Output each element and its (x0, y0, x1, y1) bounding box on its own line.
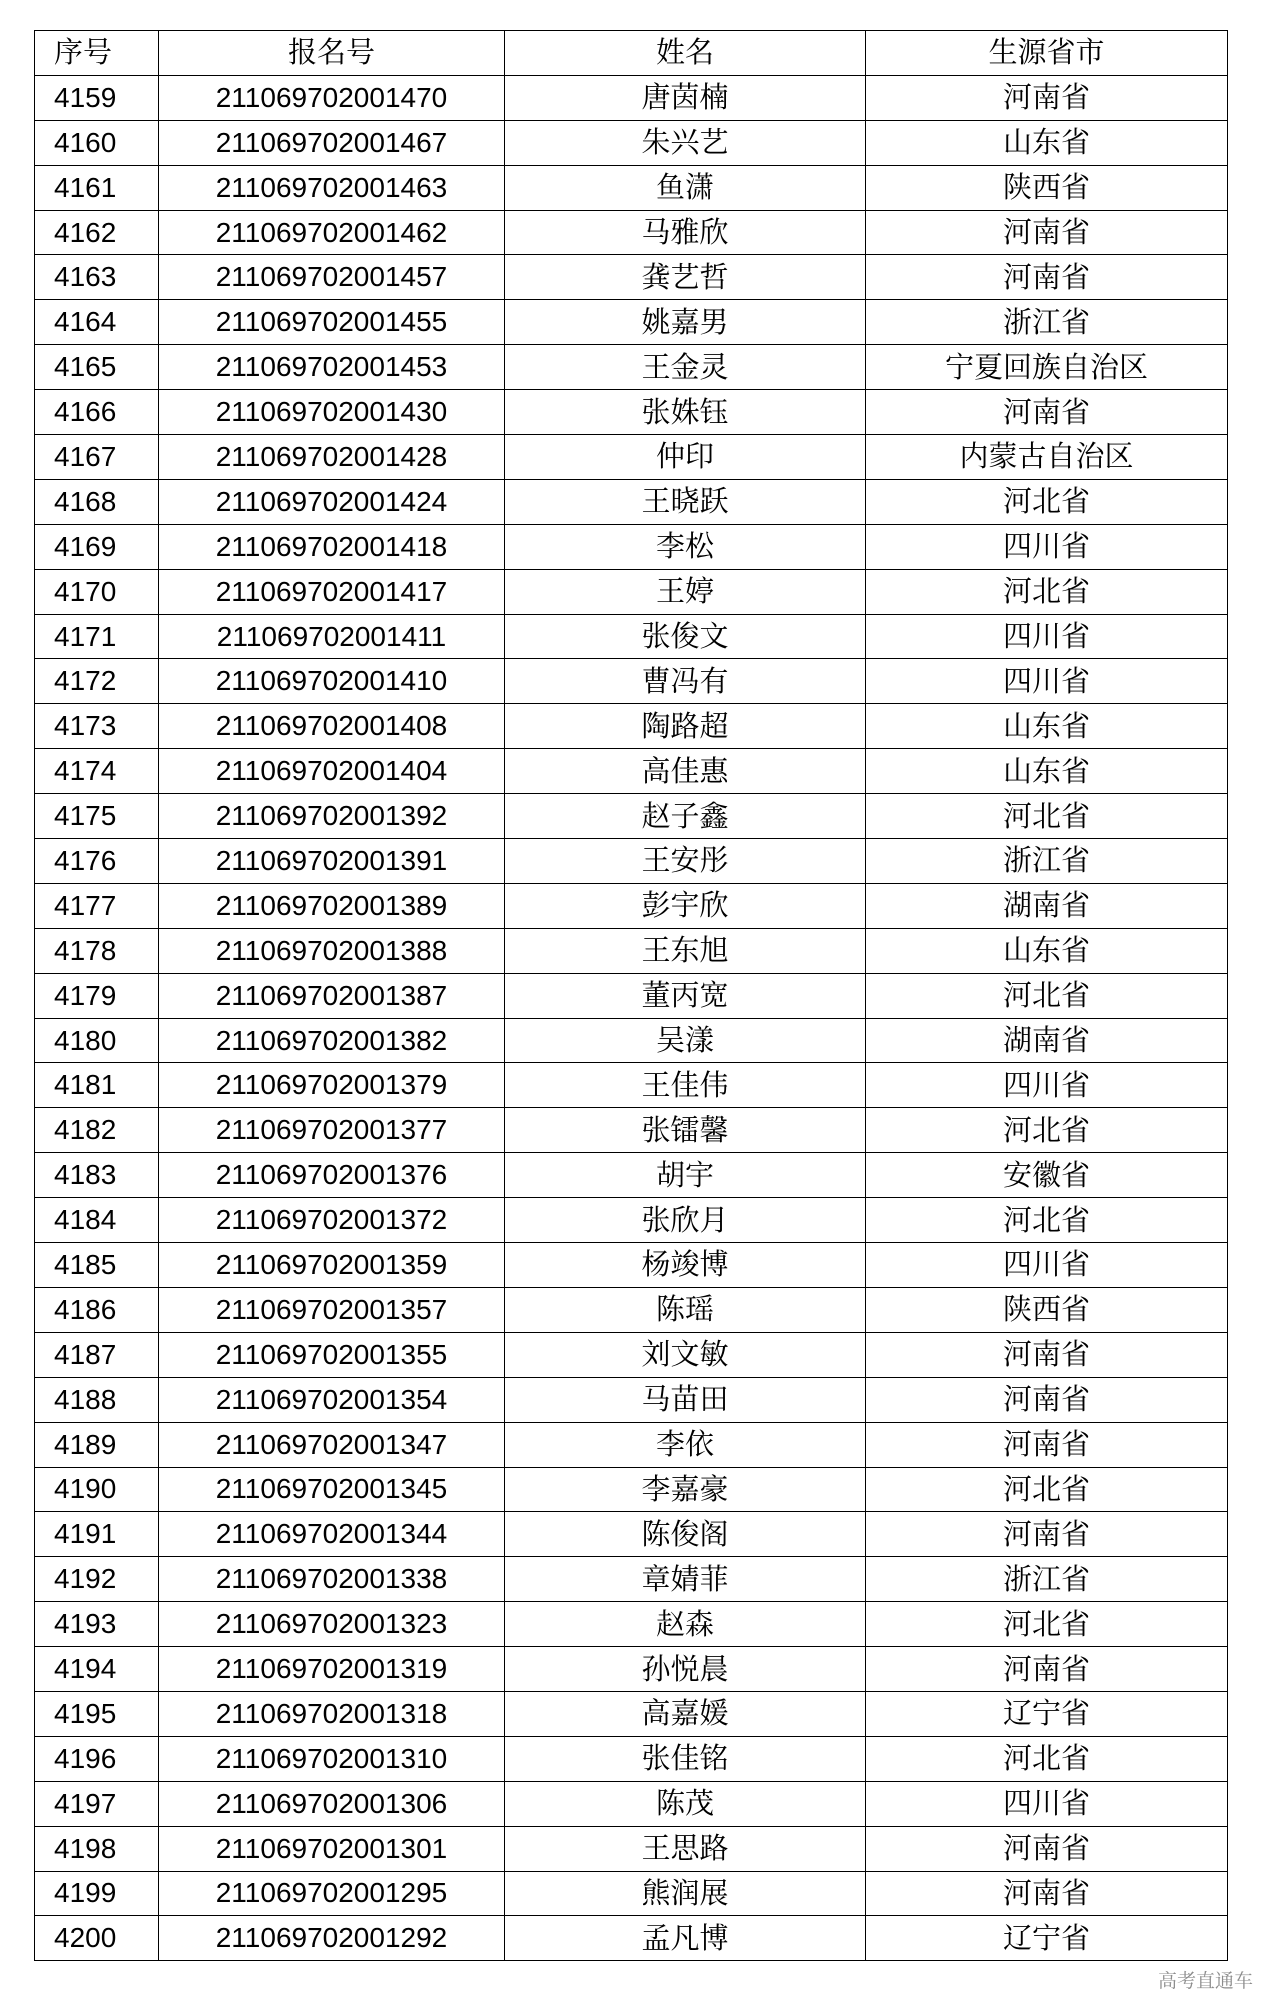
header-name: 姓名 (505, 31, 866, 76)
cell-name: 孟凡博 (505, 1916, 866, 1961)
cell-seq: 4177 (35, 883, 159, 928)
cell-name: 杨竣博 (505, 1243, 866, 1288)
cell-province: 山东省 (866, 928, 1228, 973)
cell-name: 吴漾 (505, 1018, 866, 1063)
cell-seq: 4167 (35, 435, 159, 480)
header-registration-number: 报名号 (159, 31, 505, 76)
cell-seq: 4160 (35, 120, 159, 165)
table-row (35, 704, 1228, 749)
table-row (35, 883, 1228, 928)
cell-name: 仲印 (505, 435, 866, 480)
cell-province: 河北省 (866, 1602, 1228, 1647)
cell-name: 陈茂 (505, 1781, 866, 1826)
cell-registration-number: 211069702001323 (159, 1602, 505, 1647)
cell-name: 王安彤 (505, 839, 866, 884)
table-row (35, 1063, 1228, 1108)
cell-registration-number: 211069702001387 (159, 973, 505, 1018)
cell-name: 赵森 (505, 1602, 866, 1647)
cell-seq: 4182 (35, 1108, 159, 1153)
cell-name: 王金灵 (505, 345, 866, 390)
cell-province: 浙江省 (866, 300, 1228, 345)
cell-name: 陈俊阁 (505, 1512, 866, 1557)
cell-seq: 4169 (35, 524, 159, 569)
cell-registration-number: 211069702001372 (159, 1198, 505, 1243)
table-row (35, 659, 1228, 704)
cell-province: 河南省 (866, 255, 1228, 300)
cell-registration-number: 211069702001389 (159, 883, 505, 928)
cell-province: 辽宁省 (866, 1691, 1228, 1736)
cell-name: 刘文敏 (505, 1332, 866, 1377)
cell-seq: 4162 (35, 210, 159, 255)
cell-province: 安徽省 (866, 1153, 1228, 1198)
cell-name: 龚艺哲 (505, 255, 866, 300)
table-row (35, 1198, 1228, 1243)
cell-province: 四川省 (866, 659, 1228, 704)
table-row (35, 75, 1228, 120)
cell-registration-number: 211069702001410 (159, 659, 505, 704)
cell-name: 曹冯有 (505, 659, 866, 704)
cell-seq: 4195 (35, 1691, 159, 1736)
cell-name: 王婷 (505, 569, 866, 614)
cell-name: 高嘉媛 (505, 1691, 866, 1736)
cell-province: 河南省 (866, 1647, 1228, 1692)
cell-registration-number: 211069702001295 (159, 1871, 505, 1916)
cell-registration-number: 211069702001347 (159, 1422, 505, 1467)
cell-province: 浙江省 (866, 839, 1228, 884)
table-row (35, 1736, 1228, 1781)
cell-name: 张姝钰 (505, 390, 866, 435)
table-row (35, 569, 1228, 614)
cell-name: 马雅欣 (505, 210, 866, 255)
cell-province: 浙江省 (866, 1557, 1228, 1602)
cell-seq: 4197 (35, 1781, 159, 1826)
cell-registration-number: 211069702001467 (159, 120, 505, 165)
cell-province: 河北省 (866, 973, 1228, 1018)
cell-province: 河南省 (866, 75, 1228, 120)
table-row (35, 1557, 1228, 1602)
cell-seq: 4192 (35, 1557, 159, 1602)
table-body (35, 75, 1228, 1960)
table-row (35, 1153, 1228, 1198)
cell-seq: 4159 (35, 75, 159, 120)
cell-name: 姚嘉男 (505, 300, 866, 345)
cell-province: 山东省 (866, 120, 1228, 165)
cell-province: 河北省 (866, 1198, 1228, 1243)
cell-name: 高佳惠 (505, 749, 866, 794)
cell-seq: 4196 (35, 1736, 159, 1781)
cell-province: 河南省 (866, 210, 1228, 255)
cell-registration-number: 211069702001292 (159, 1916, 505, 1961)
table-row (35, 255, 1228, 300)
cell-seq: 4172 (35, 659, 159, 704)
cell-seq: 4170 (35, 569, 159, 614)
cell-registration-number: 211069702001453 (159, 345, 505, 390)
cell-name: 张佳铭 (505, 1736, 866, 1781)
table-row (35, 390, 1228, 435)
cell-name: 孙悦晨 (505, 1647, 866, 1692)
cell-registration-number: 211069702001391 (159, 839, 505, 884)
cell-province: 河南省 (866, 1512, 1228, 1557)
table-row (35, 524, 1228, 569)
cell-seq: 4198 (35, 1826, 159, 1871)
cell-province: 河北省 (866, 479, 1228, 524)
cell-name: 鱼潇 (505, 165, 866, 210)
header-seq: 序号 (35, 31, 159, 76)
cell-name: 陈瑶 (505, 1287, 866, 1332)
table-row (35, 1243, 1228, 1288)
cell-registration-number: 211069702001376 (159, 1153, 505, 1198)
cell-registration-number: 211069702001392 (159, 794, 505, 839)
cell-registration-number: 211069702001359 (159, 1243, 505, 1288)
cell-name: 胡宇 (505, 1153, 866, 1198)
cell-registration-number: 211069702001344 (159, 1512, 505, 1557)
cell-province: 四川省 (866, 614, 1228, 659)
cell-province: 河南省 (866, 1422, 1228, 1467)
cell-name: 赵子鑫 (505, 794, 866, 839)
table-row (35, 120, 1228, 165)
cell-province: 河南省 (866, 390, 1228, 435)
table-row (35, 1377, 1228, 1422)
table-row (35, 1467, 1228, 1512)
cell-seq: 4200 (35, 1916, 159, 1961)
cell-province: 山东省 (866, 704, 1228, 749)
table-header (35, 31, 1228, 76)
table-row (35, 435, 1228, 480)
table-row (35, 1602, 1228, 1647)
cell-registration-number: 211069702001463 (159, 165, 505, 210)
cell-name: 王佳伟 (505, 1063, 866, 1108)
cell-province: 宁夏回族自治区 (866, 345, 1228, 390)
table-row (35, 839, 1228, 884)
table-row (35, 614, 1228, 659)
cell-seq: 4186 (35, 1287, 159, 1332)
table-row (35, 1647, 1228, 1692)
cell-name: 李嘉豪 (505, 1467, 866, 1512)
cell-province: 山东省 (866, 749, 1228, 794)
table-row (35, 1781, 1228, 1826)
table-row (35, 749, 1228, 794)
cell-seq: 4164 (35, 300, 159, 345)
cell-seq: 4178 (35, 928, 159, 973)
cell-name: 唐茵楠 (505, 75, 866, 120)
cell-registration-number: 211069702001428 (159, 435, 505, 480)
cell-registration-number: 211069702001306 (159, 1781, 505, 1826)
admission-roster-table (34, 30, 1228, 1961)
cell-seq: 4163 (35, 255, 159, 300)
cell-province: 河南省 (866, 1377, 1228, 1422)
table-row (35, 210, 1228, 255)
cell-name: 张镭馨 (505, 1108, 866, 1153)
cell-registration-number: 211069702001470 (159, 75, 505, 120)
cell-registration-number: 211069702001338 (159, 1557, 505, 1602)
cell-name: 王东旭 (505, 928, 866, 973)
table-row (35, 973, 1228, 1018)
table-row (35, 345, 1228, 390)
cell-registration-number: 211069702001318 (159, 1691, 505, 1736)
cell-province: 河南省 (866, 1826, 1228, 1871)
cell-registration-number: 211069702001382 (159, 1018, 505, 1063)
cell-registration-number: 211069702001345 (159, 1467, 505, 1512)
cell-name: 董丙宽 (505, 973, 866, 1018)
cell-registration-number: 211069702001455 (159, 300, 505, 345)
cell-province: 河北省 (866, 1467, 1228, 1512)
cell-province: 四川省 (866, 1063, 1228, 1108)
cell-province: 河北省 (866, 569, 1228, 614)
cell-registration-number: 211069702001462 (159, 210, 505, 255)
cell-seq: 4181 (35, 1063, 159, 1108)
cell-province: 辽宁省 (866, 1916, 1228, 1961)
cell-province: 内蒙古自治区 (866, 435, 1228, 480)
cell-registration-number: 211069702001411 (159, 614, 505, 659)
watermark-text: 高考直通车 (1157, 1970, 1253, 1992)
cell-registration-number: 211069702001377 (159, 1108, 505, 1153)
cell-seq: 4180 (35, 1018, 159, 1063)
cell-seq: 4176 (35, 839, 159, 884)
cell-registration-number: 211069702001418 (159, 524, 505, 569)
table-row (35, 300, 1228, 345)
cell-registration-number: 211069702001319 (159, 1647, 505, 1692)
cell-name: 张欣月 (505, 1198, 866, 1243)
cell-registration-number: 211069702001355 (159, 1332, 505, 1377)
table-row (35, 479, 1228, 524)
cell-province: 湖南省 (866, 883, 1228, 928)
cell-seq: 4171 (35, 614, 159, 659)
cell-registration-number: 211069702001379 (159, 1063, 505, 1108)
cell-seq: 4190 (35, 1467, 159, 1512)
cell-province: 河北省 (866, 1736, 1228, 1781)
cell-seq: 4165 (35, 345, 159, 390)
cell-province: 四川省 (866, 524, 1228, 569)
cell-province: 湖南省 (866, 1018, 1228, 1063)
cell-registration-number: 211069702001357 (159, 1287, 505, 1332)
header-province: 生源省市 (866, 31, 1228, 76)
cell-province: 四川省 (866, 1243, 1228, 1288)
cell-name: 朱兴艺 (505, 120, 866, 165)
cell-name: 王晓跃 (505, 479, 866, 524)
table-row (35, 1512, 1228, 1557)
cell-seq: 4161 (35, 165, 159, 210)
cell-province: 四川省 (866, 1781, 1228, 1826)
cell-name: 章婧菲 (505, 1557, 866, 1602)
table-row (35, 1422, 1228, 1467)
cell-registration-number: 211069702001301 (159, 1826, 505, 1871)
cell-seq: 4193 (35, 1602, 159, 1647)
cell-name: 马苗田 (505, 1377, 866, 1422)
table-row (35, 1287, 1228, 1332)
cell-seq: 4187 (35, 1332, 159, 1377)
cell-registration-number: 211069702001424 (159, 479, 505, 524)
cell-registration-number: 211069702001417 (159, 569, 505, 614)
cell-seq: 4184 (35, 1198, 159, 1243)
table-row (35, 1108, 1228, 1153)
cell-registration-number: 211069702001408 (159, 704, 505, 749)
cell-province: 陕西省 (866, 1287, 1228, 1332)
table-row (35, 1916, 1228, 1961)
cell-seq: 4179 (35, 973, 159, 1018)
table-row (35, 1691, 1228, 1736)
cell-name: 熊润展 (505, 1871, 866, 1916)
cell-seq: 4199 (35, 1871, 159, 1916)
cell-name: 李松 (505, 524, 866, 569)
cell-seq: 4174 (35, 749, 159, 794)
cell-seq: 4189 (35, 1422, 159, 1467)
cell-name: 彭宇欣 (505, 883, 866, 928)
cell-name: 王思路 (505, 1826, 866, 1871)
cell-name: 李依 (505, 1422, 866, 1467)
cell-seq: 4185 (35, 1243, 159, 1288)
cell-seq: 4168 (35, 479, 159, 524)
cell-province: 河北省 (866, 1108, 1228, 1153)
table-row (35, 165, 1228, 210)
cell-registration-number: 211069702001388 (159, 928, 505, 973)
cell-province: 河南省 (866, 1332, 1228, 1377)
cell-seq: 4175 (35, 794, 159, 839)
cell-seq: 4191 (35, 1512, 159, 1557)
cell-name: 陶路超 (505, 704, 866, 749)
cell-seq: 4173 (35, 704, 159, 749)
cell-registration-number: 211069702001310 (159, 1736, 505, 1781)
table-row (35, 1826, 1228, 1871)
table-row (35, 1871, 1228, 1916)
cell-registration-number: 211069702001457 (159, 255, 505, 300)
cell-seq: 4166 (35, 390, 159, 435)
cell-province: 陕西省 (866, 165, 1228, 210)
cell-province: 河南省 (866, 1871, 1228, 1916)
table-row (35, 794, 1228, 839)
cell-registration-number: 211069702001354 (159, 1377, 505, 1422)
header-row (35, 31, 1228, 76)
cell-registration-number: 211069702001430 (159, 390, 505, 435)
cell-province: 河北省 (866, 794, 1228, 839)
cell-name: 张俊文 (505, 614, 866, 659)
cell-seq: 4194 (35, 1647, 159, 1692)
cell-registration-number: 211069702001404 (159, 749, 505, 794)
table-row (35, 1332, 1228, 1377)
table-row (35, 1018, 1228, 1063)
cell-seq: 4188 (35, 1377, 159, 1422)
cell-seq: 4183 (35, 1153, 159, 1198)
table-row (35, 928, 1228, 973)
